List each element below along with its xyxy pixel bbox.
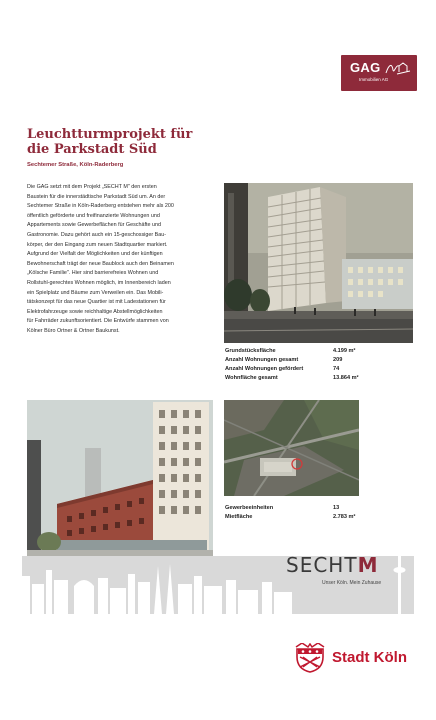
fact-label: Wohnfläche gesamt [225, 375, 278, 381]
facts-row [225, 365, 415, 374]
fact-value: 4.199 m² [333, 348, 356, 354]
body-line: Aufgrund der Vielfalt der Möglichkeiten und der künftigen [27, 251, 163, 258]
gag-logo-text: GAG [350, 60, 381, 75]
fact-label: Mietfläche [225, 514, 253, 520]
secht-m-wordmark [286, 553, 378, 577]
facts-row [225, 374, 415, 383]
facts-table-commercial [225, 504, 415, 522]
body-line: Gastronomie. Dazu gehört auch ein 15-geschossiger Bau- [27, 231, 167, 238]
body-line: für Fahrräder zukunftsorientiert. Die Entwürfe stammen von [27, 318, 169, 325]
body-line: Appartements sowie Gewerbeflächen für Geschäfte und [27, 222, 161, 229]
fact-value: 209 [333, 357, 343, 363]
body-line: Sechtemer Straße in Köln-Raderberg entstehen mehr als 200 [27, 203, 174, 210]
fact-label: Anzahl Wohnungen gefördert [225, 366, 304, 372]
body-line: Die GAG setzt mit dem Projekt „SECHT M" den ersten [27, 184, 157, 190]
facts-row [225, 513, 415, 522]
fact-value: 2.783 m² [333, 514, 356, 520]
gag-house-signature-icon [385, 60, 411, 76]
secht-m-accent-letter: M [357, 553, 379, 577]
building-rendering-tower [224, 183, 413, 343]
page-title [27, 127, 247, 157]
facts-row [225, 504, 415, 513]
facts-row [225, 347, 415, 356]
secht-m-logo [286, 553, 382, 586]
gag-logo-subtitle: Immobilien AG [359, 77, 389, 82]
body-line: tätskonzept für das neue Quartier ist mit Ladestationen für [27, 299, 166, 306]
building-rendering-block [27, 400, 213, 560]
fact-label: Anzahl Wohnungen gesamt [225, 357, 299, 363]
body-line: Baustein für die innerstädtische Parkstadt Süd um. An der [27, 193, 166, 200]
body-line: Kölner Büro Ortner & Ortner Baukunst. [27, 327, 120, 334]
facts-row [225, 356, 415, 365]
body-line: körper, der den Eingang zum neuen Stadtquartier markiert. [27, 241, 168, 248]
fact-value: 13 [333, 505, 340, 511]
fact-label: Gewerbeeinheiten [225, 505, 274, 511]
body-line: öffentlich geförderte und freifinanzierte Wohnungen und [27, 212, 160, 219]
gag-logo [341, 55, 417, 91]
page-subtitle: Sechtemer Straße, Köln-Raderberg [27, 162, 124, 168]
stadt-koeln-wordmark: Stadt Köln [332, 649, 407, 666]
body-line: Rollstuhl-gerechtes Wohnen möglich, im Innenbereich laden [27, 279, 171, 286]
body-line: ein Spielplatz und Bäume zum Verweilen ein. Das Mobili- [27, 289, 164, 296]
body-line: „Kölsche Familie". Hier sind barrierefreies Wohnen und [27, 270, 159, 277]
fact-value: 13.864 m² [333, 375, 359, 381]
page-title-line-2: die Parkstadt Süd [27, 142, 157, 157]
body-line: Elektrofahrzeuge sowie reichhaltige Abstellmöglichkeiten [27, 308, 163, 315]
facts-table [225, 347, 415, 383]
body-text [27, 183, 223, 337]
cologne-coat-of-arms-icon [294, 643, 326, 673]
body-line: Bewohnerschaft trägt der neue Baublock auch den Beinamen [27, 260, 174, 267]
secht-m-word: SECHT [286, 553, 358, 577]
fact-label: Grundstücksfläche [225, 348, 276, 354]
secht-m-tagline: Unser Köln. Mein Zuhause [322, 580, 382, 586]
fact-value: 74 [333, 366, 340, 372]
aerial-map-photo [224, 400, 359, 496]
page-title-line-1: Leuchtturmprojekt für [27, 127, 193, 142]
